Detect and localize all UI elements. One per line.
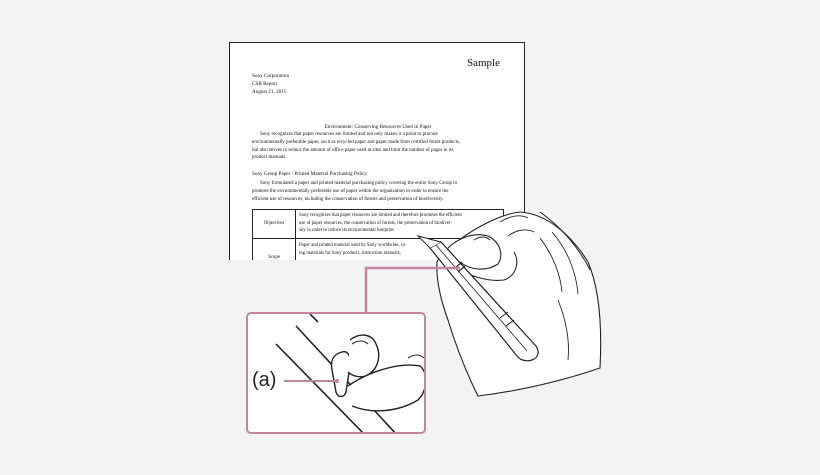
table-row-label: Scope	[268, 255, 280, 260]
body-line: efficient use of resources, including the conservation of forests and preservation of biodiversity.	[252, 196, 444, 202]
body-line: promote the environmentally preferable use of paper within the organization in order to ensure the	[252, 188, 449, 194]
header-line: August 21, 2015	[252, 89, 287, 95]
body-line: but also strives to reduce the amount of office paper used at sites and limit the number of pages in its	[252, 147, 454, 153]
section-title: Environment: Conserving Resources Used in Paper	[324, 124, 432, 130]
body-line: Sony recognizes that paper resources are limited and not only makes it a point to procure	[260, 132, 438, 137]
cell-line: Sony recognizes that paper resources are limited and therefore promotes the efficient	[299, 213, 462, 218]
table-row-label: Objectives	[263, 221, 285, 226]
callout-label: (a)	[252, 369, 277, 391]
section-title: Sony Group Paper / Printed Material Purchasing Policy	[252, 171, 368, 177]
header-line: CSR Report	[252, 81, 278, 87]
cell-line: ing materials for Sony products, instruction manuals,	[299, 250, 401, 256]
body-line: environmentally preferable paper, such as recycled paper and paper made from certified forest products,	[252, 139, 461, 145]
cell-line: sity in order to reduce its environmental footprint.	[299, 228, 395, 234]
side-button	[331, 352, 350, 397]
sample-label: Sample	[467, 57, 500, 69]
header-line: Sony Corporation	[252, 73, 290, 79]
cell-line: Paper and printed material used by Sony worldwide, co	[299, 243, 406, 248]
cell-line: use of paper resources, the conservation of forests, the preservation of biodiver-	[299, 220, 452, 226]
body-line: product manuals.	[252, 155, 287, 161]
body-line: Sony formulated a paper and printed material purchasing policy covering the entire Sony Group to	[260, 181, 458, 186]
